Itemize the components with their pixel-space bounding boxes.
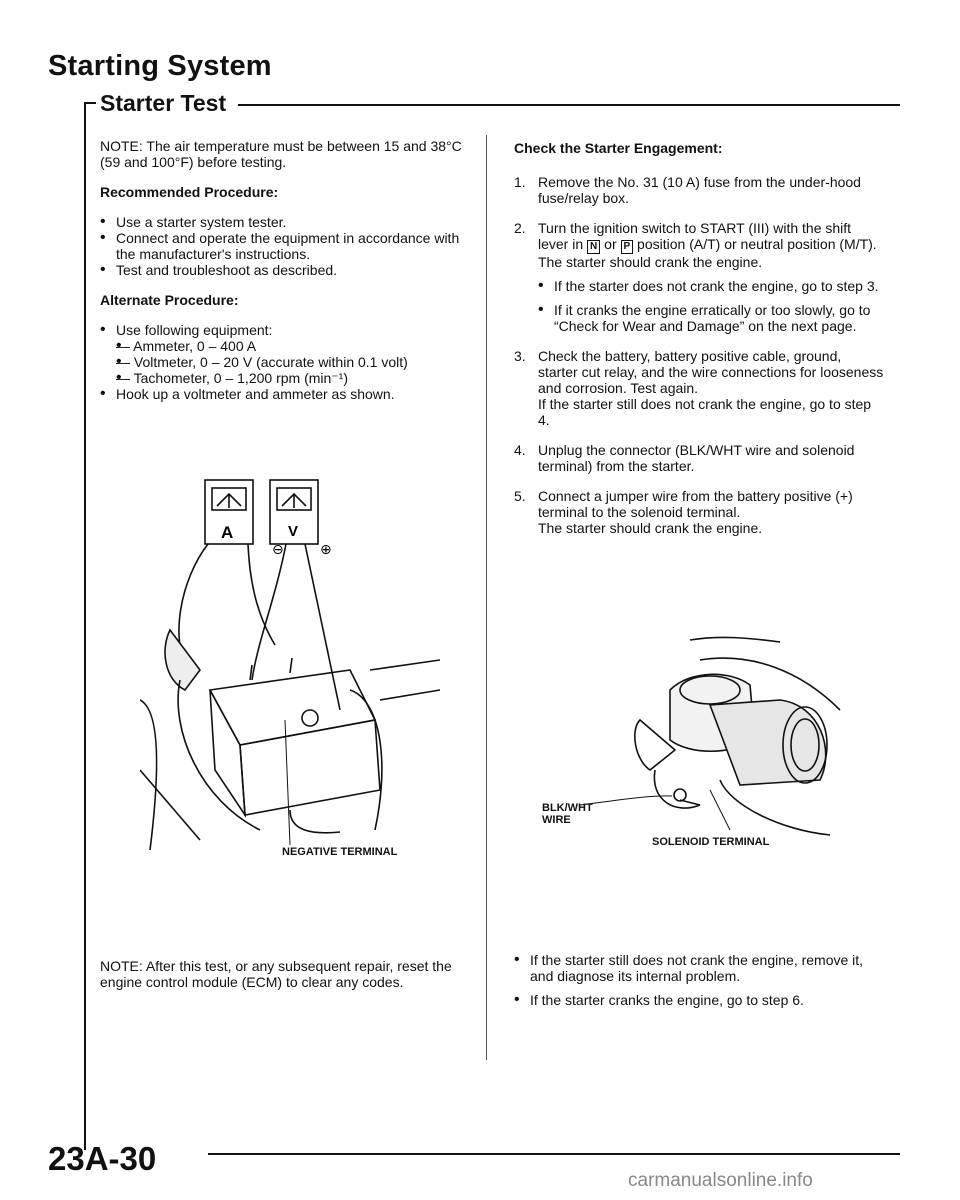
result-list (514, 952, 884, 1008)
list-item: • Test and troubleshoot as described. (100, 262, 470, 278)
recommended-list (100, 214, 470, 278)
step-number: 5. (514, 488, 526, 504)
step-text: position (A/T) or neutral position (M/T). The starter should crank the engine. (538, 236, 877, 270)
page-title: Starting System (48, 50, 272, 82)
list-item (100, 322, 470, 386)
temperature-note: NOTE: The air temperature must be between 15 and 38°C (59 and 100°F) before testing. (100, 138, 462, 170)
starter-motor-diagram (580, 630, 890, 860)
recommended-heading: Recommended Procedure: (100, 184, 279, 200)
n-position-box: N (587, 240, 600, 254)
blk-wht-wire-label (542, 802, 593, 826)
step-text: or (600, 236, 621, 252)
reset-ecm-note: NOTE: After this test, or any subsequent repair, reset the engine control module (ECM) to clear any codes. (100, 958, 452, 990)
step-text: Remove the No. 31 (10 A) fuse from the under-hood fuse/relay box. (538, 174, 861, 206)
blk-wht-label-line1: BLK/WHT (542, 802, 593, 814)
list-item: • If the starter still does not crank the engine, remove it, and diagnose its internal problem. (514, 952, 884, 984)
step-item (514, 348, 884, 428)
sub-item: • If the starter does not crank the engine, go to step 3. (538, 278, 884, 294)
right-column (514, 140, 884, 550)
p-position-box: P (621, 240, 634, 254)
sub-item: • If it cranks the engine erratically or too slowly, go to “Check for Wear and Damage” on the next page. (538, 302, 884, 334)
meter-hookup-diagram (140, 470, 440, 850)
voltmeter-label: V (288, 523, 299, 540)
step-item (514, 488, 884, 536)
blk-wht-label-line2: WIRE (542, 814, 571, 826)
step-number: 2. (514, 220, 526, 236)
minus-symbol: ⊖ (272, 542, 284, 558)
list-item: • Connect and operate the equipment in accordance with the manufacturer's instructions. (100, 230, 470, 262)
alternate-heading: Alternate Procedure: (100, 292, 239, 308)
list-item: • Hook up a voltmeter and ammeter as shown. (100, 386, 470, 402)
left-column (100, 138, 470, 416)
step-text: If the starter still does not crank the engine, go to step 4. (538, 396, 872, 428)
watermark-text: carmanualsonline.info (628, 1170, 813, 1191)
list-item: • If the starter cranks the engine, go to step 6. (514, 992, 884, 1008)
negative-terminal-label: NEGATIVE TERMINAL (282, 846, 398, 858)
header-rule (238, 104, 900, 106)
equipment-intro: Use following equipment: (116, 322, 273, 338)
result-bullets (514, 952, 884, 1016)
section-title: Starter Test (100, 90, 227, 116)
steps-list (514, 174, 884, 536)
equipment-item: • — Ammeter, 0 – 400 A (116, 338, 470, 354)
step-text: The starter should crank the engine. (538, 520, 763, 536)
step-sublist (538, 278, 884, 334)
step-item (514, 174, 884, 206)
column-divider (486, 135, 487, 1060)
step-number: 3. (514, 348, 526, 364)
step-text: Turn the ignition switch to START (III) with the shift lever in (538, 220, 852, 252)
ammeter-label: A (221, 523, 234, 542)
step-text: Connect a jumper wire from the battery positive (+) terminal to the solenoid terminal. (538, 488, 853, 520)
equipment-item: • — Tachometer, 0 – 1,200 rpm (min⁻¹) (116, 370, 470, 386)
bracket-vertical-rule (84, 102, 86, 1150)
step-number: 4. (514, 442, 526, 458)
footer-rule (208, 1153, 900, 1155)
equipment-item: • — Voltmeter, 0 – 20 V (accurate within 0.1 volt) (116, 354, 470, 370)
list-item: • Use a starter system tester. (100, 214, 470, 230)
step-text: Unplug the connector (BLK/WHT wire and solenoid terminal) from the starter. (538, 442, 855, 474)
engagement-heading: Check the Starter Engagement: (514, 140, 723, 156)
equipment-list (116, 338, 470, 386)
solenoid-terminal-label: SOLENOID TERMINAL (652, 836, 770, 848)
plus-symbol: ⊕ (320, 542, 332, 558)
step-text: Check the battery, battery positive cable, ground, starter cut relay, and the wire connections for looseness and corrosion. Test again. (538, 348, 884, 396)
step-item (514, 442, 884, 474)
alternate-list (100, 322, 470, 402)
step-number: 1. (514, 174, 526, 190)
page-number: 23A-30 (48, 1140, 157, 1177)
step-item (514, 220, 884, 334)
